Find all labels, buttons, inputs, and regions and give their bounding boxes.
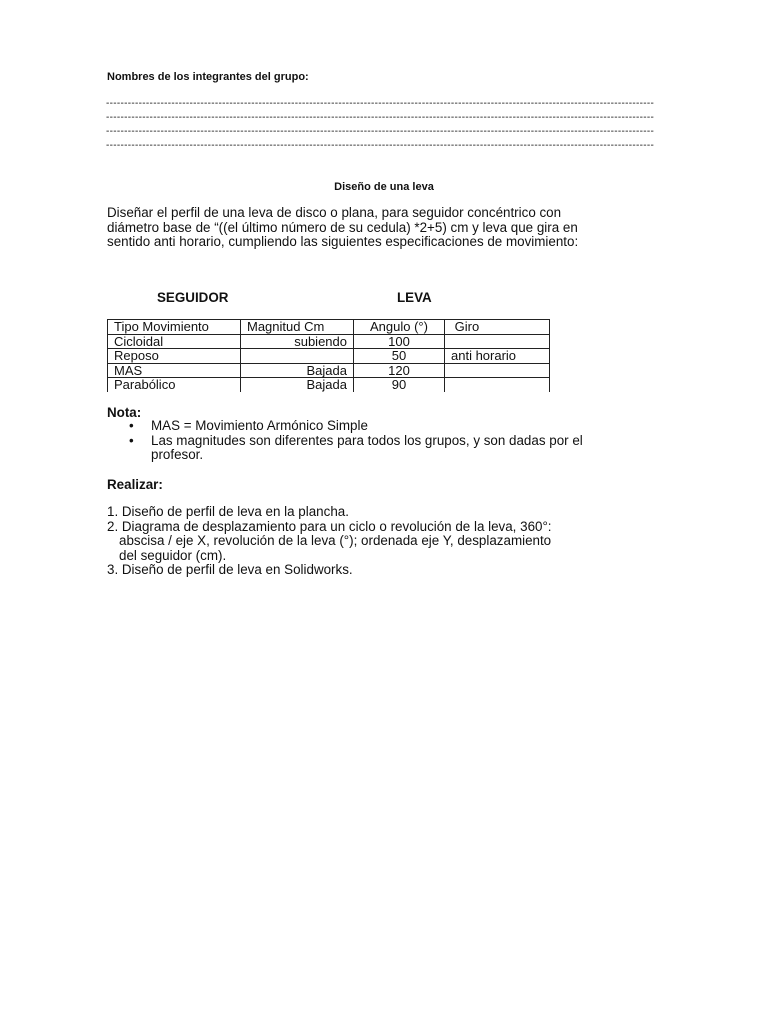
nota-label: Nota: xyxy=(107,405,142,420)
intro-line: Diseñar el perfil de una leva de disco o plana, para seguidor concéntrico con xyxy=(107,205,562,220)
member-name-lines xyxy=(106,97,658,153)
table-cell: Bajada xyxy=(241,363,354,378)
list-item-text: profesor. xyxy=(151,447,204,462)
list-item xyxy=(107,419,647,434)
table-header-row xyxy=(108,320,550,335)
leva-heading: LEVA xyxy=(397,290,432,305)
table-cell: 50 xyxy=(354,349,445,364)
table-cell: 120 xyxy=(354,363,445,378)
header-cell: Tipo Movimiento xyxy=(108,320,241,335)
table-row xyxy=(108,349,550,364)
table-row xyxy=(108,378,550,392)
intro-line: sentido anti horario, cumpliendo las siguientes especificaciones de movimiento: xyxy=(107,234,579,249)
table-cell: 90 xyxy=(354,378,445,392)
table-cell: 100 xyxy=(354,334,445,349)
table-cell xyxy=(241,349,354,364)
bullet-icon: • xyxy=(129,432,134,448)
realizar-steps xyxy=(107,505,667,578)
step-line: del seguidor (cm). xyxy=(119,547,227,563)
intro-line: diámetro base de “((el último número de su cedula) *2+5) cm y leva que gira en xyxy=(107,219,578,235)
header-cell: Magnitud Cm xyxy=(241,320,354,335)
seguidor-heading: SEGUIDOR xyxy=(157,290,229,305)
list-item-text: Las magnitudes son diferentes para todos los grupos, y son dadas por el xyxy=(151,432,583,448)
table-cell: subiendo xyxy=(241,334,354,349)
table-cell: Bajada xyxy=(241,378,354,392)
dash-line: ------------------------------------------------------------------------------------------------------------------------------------------------------- xyxy=(106,98,655,109)
table-cell xyxy=(445,378,550,392)
table-cell: Cicloidal xyxy=(108,334,241,349)
intro-paragraph xyxy=(107,206,652,250)
table-cell xyxy=(445,363,550,378)
table-cell xyxy=(445,334,550,349)
movement-spec-table xyxy=(107,319,550,392)
step-line: abscisa / eje X, revolución de la leva (°); ordenada eje Y, desplazamiento xyxy=(119,533,552,548)
realizar-label: Realizar: xyxy=(107,477,163,492)
step-line: 3. Diseño de perfil de leva en Solidworks. xyxy=(107,562,353,577)
step-line: 1. Diseño de perfil de leva en la plancha. xyxy=(107,504,349,519)
document-title: Diseño de una leva xyxy=(334,181,434,193)
table-cell: Parabólico xyxy=(108,378,241,392)
bullet-icon: • xyxy=(129,418,134,433)
table-cell: Reposo xyxy=(108,349,241,364)
dash-line: ------------------------------------------------------------------------------------------------------------------------------------------------------- xyxy=(106,140,655,151)
dash-line: ------------------------------------------------------------------------------------------------------------------------------------------------------- xyxy=(106,126,655,137)
step-line: 2. Diagrama de desplazamiento para un ciclo o revolución de la leva, 360°: xyxy=(107,518,552,534)
header-cell: Giro xyxy=(445,320,550,335)
header-cell: Angulo (°) xyxy=(354,320,445,335)
dash-line: ------------------------------------------------------------------------------------------------------------------------------------------------------- xyxy=(106,112,655,123)
group-members-title: Nombres de los integrantes del grupo: xyxy=(107,71,309,83)
nota-list xyxy=(107,419,647,463)
table-row xyxy=(108,334,550,349)
table-row xyxy=(108,363,550,378)
table-cell: MAS xyxy=(108,363,241,378)
list-item-text: MAS = Movimiento Armónico Simple xyxy=(151,418,368,433)
list-item xyxy=(107,434,647,463)
table-cell: anti horario xyxy=(445,349,550,364)
